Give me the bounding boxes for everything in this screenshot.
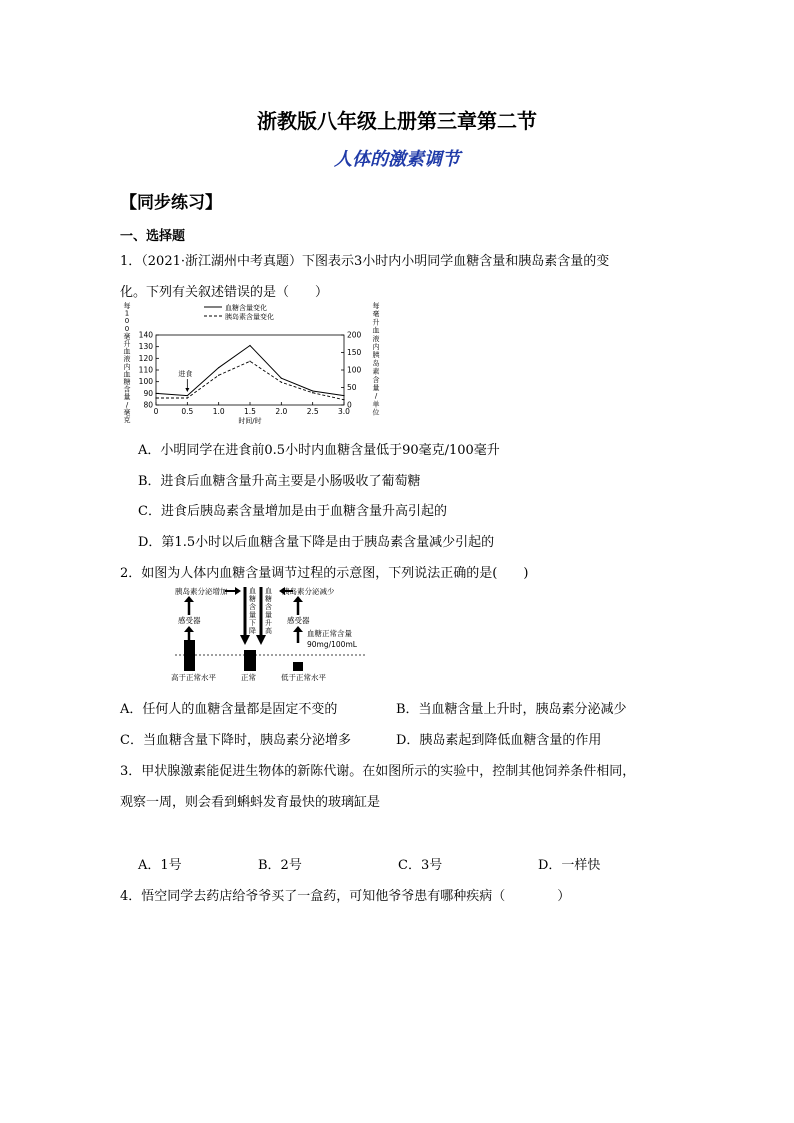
q4-stem: 4．悟空同学去药店给爷爷买了一盒药，可知他爷爷患有哪种疾病（ ） [120, 889, 571, 904]
label-insulin-decrease: 胰岛素分泌减少 [282, 587, 335, 596]
y-left-tick-label: 90 [143, 388, 153, 398]
bar-normal [244, 650, 256, 671]
x-tick-label: 1.5 [244, 407, 256, 416]
y-left-tick-label: 140 [138, 330, 153, 340]
q1-line-chart [118, 300, 388, 428]
series-point-2 [218, 375, 219, 376]
arrowhead-right-top [235, 587, 241, 595]
y-right-tick-label: 200 [347, 330, 362, 340]
legend-label-2: 胰岛素含量变化 [225, 313, 274, 321]
arrowhead-down-center-left [240, 635, 250, 645]
label-glucose-drop: 血糖含量下降 [249, 587, 256, 635]
y-right-tick-label: 150 [347, 348, 362, 357]
bar-high [184, 640, 195, 671]
q2-option-c: C．当血糖含量下降时，胰岛素分泌增多 [120, 733, 351, 748]
series-point-1 [312, 390, 313, 391]
x-tick-label: 1.0 [212, 407, 225, 416]
arrowhead-up-right-2 [293, 626, 303, 632]
label-bar-normal: 正常 [241, 673, 256, 682]
q3-option-d: D．一样快 [538, 858, 601, 873]
series-point-1 [281, 378, 282, 379]
q1-stem-line2: 化。下列有关叙述错误的是（ ） [120, 285, 329, 300]
y-left-tick-label: 100 [138, 377, 153, 387]
y-right-axis-label: 每毫升血液内胰岛素含量/单位 [372, 302, 380, 417]
legend-label-1: 血糖含量变化 [225, 304, 267, 312]
q3-option-b: B．2号 [258, 858, 302, 873]
q3-option-c: C．3号 [398, 858, 443, 873]
series-point-2 [281, 382, 282, 383]
y-right-tick-label: 0 [347, 400, 352, 410]
series-point-1 [187, 395, 188, 396]
annotation-eating: 进食 [178, 370, 193, 378]
label-insulin-increase: 胰岛素分泌增加 [175, 587, 228, 596]
label-sensor-left: 感受器 [178, 616, 201, 625]
q3-stem-line1: 3．甲状腺激素能促进生物体的新陈代谢。在如图所示的实验中，控制其他饲养条件相同， [120, 764, 636, 779]
series-line-2 [156, 361, 344, 400]
arrowhead-down-center-right [256, 635, 266, 645]
y-left-axis-label: 每 1 0 0 毫升血液内血糖含量/毫克 [123, 302, 131, 424]
q1-option-b: B．进食后血糖含量升高主要是小肠吸收了葡萄糖 [138, 474, 421, 489]
label-normal-value: 90mg/100mL [307, 640, 357, 649]
label-glucose-rise: 血糖含量升高 [265, 587, 272, 635]
series-point-2 [249, 361, 250, 362]
document-subtitle: 人体的激素调节 [334, 149, 460, 170]
document-title: 浙教版八年级上册第三章第二节 [257, 109, 537, 133]
label-normal-level: 血糖正常含量 [307, 629, 352, 638]
q3-option-a: A．1号 [138, 858, 182, 873]
q1-option-c: C．进食后胰岛素含量增加是由于血糖含量升高引起的 [138, 504, 447, 519]
q2-option-b: B．当血糖含量上升时，胰岛素分泌减少 [396, 702, 627, 717]
x-tick-label: 2.5 [306, 407, 319, 416]
q2-option-a: A．任何人的血糖含量都是固定不变的 [120, 702, 338, 717]
x-tick-label: 2.0 [275, 407, 288, 416]
y-right-tick-label: 100 [347, 365, 362, 375]
q2-stem: 2．如图为人体内血糖含量调节过程的示意图，下列说法正确的是( ) [120, 566, 529, 581]
annotation-arrowhead [185, 388, 189, 392]
y-left-tick-label: 130 [138, 342, 153, 352]
y-left-tick-label: 110 [138, 365, 153, 375]
y-left-tick-label: 120 [138, 353, 153, 363]
label-sensor-right: 感受器 [287, 616, 310, 625]
label-bar-low: 低于正常水平 [281, 673, 326, 682]
x-tick-label: 0 [153, 407, 159, 416]
section-heading: 【同步练习】 [120, 193, 222, 213]
x-tick-label: 0.5 [181, 407, 194, 416]
subsection-heading: 一、选择题 [120, 229, 186, 244]
q2-option-d: D．胰岛素起到降低血糖含量的作用 [396, 733, 602, 748]
label-bar-high: 高于正常水平 [171, 673, 216, 682]
x-tick-label: 3.0 [338, 407, 350, 416]
series-point-2 [312, 392, 313, 393]
series-point-1 [155, 393, 156, 394]
y-right-tick-label: 50 [347, 383, 357, 392]
series-point-2 [343, 399, 344, 400]
bar-low [293, 662, 303, 671]
series-point-1 [249, 345, 250, 346]
series-point-1 [343, 395, 344, 396]
y-left-tick-label: 80 [143, 400, 153, 410]
series-point-2 [155, 397, 156, 398]
arrowhead-up-left-1 [184, 596, 194, 602]
arrowhead-up-left-2 [184, 626, 194, 632]
q1-stem-line1: 1．（2021·浙江湖州中考真题）下图表示3小时内小明同学血糖含量和胰岛素含量的变 [120, 254, 610, 269]
q2-regulation-diagram [165, 583, 385, 683]
x-axis-label: 时间/时 [238, 417, 262, 425]
q3-stem-line2: 观察一周，则会看到蝌蚪发育最快的玻璃缸是 [120, 795, 381, 810]
arrowhead-up-right-1 [293, 596, 303, 602]
series-point-2 [187, 397, 188, 398]
series-point-1 [218, 367, 219, 368]
q1-option-a: A．小明同学在进食前0.5小时内血糖含量低于90毫克/100毫升 [138, 443, 500, 458]
q1-option-d: D．第1.5小时以后血糖含量下降是由于胰岛素含量减少引起的 [138, 535, 495, 550]
